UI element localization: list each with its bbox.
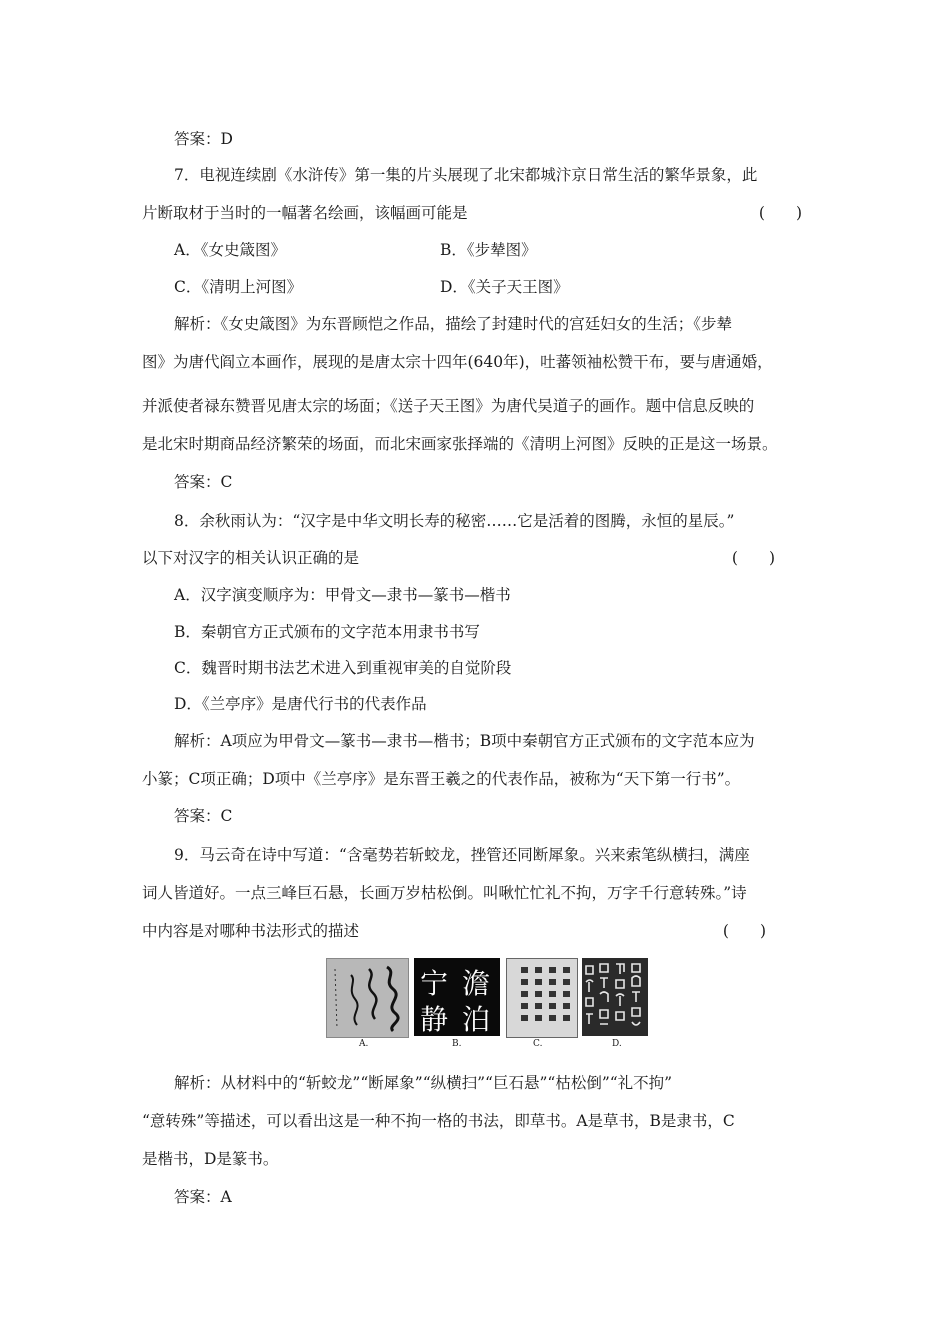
q7-explanation-line4: 是北宋时期商品经济繁荣的场面，而北宋画家张择端的《清明上河图》反映的正是这一场景。 (142, 435, 778, 453)
q8-option-b: B．秦朝官方正式颁布的文字范本用隶书书写 (174, 623, 480, 641)
q9-explanation-line3: 是楷书，D是篆书。 (142, 1150, 279, 1168)
q9-explanation-line1: 解析：从材料中的“斩蛟龙”“断犀象”“纵横扫”“巨石悬”“枯松倒”“礼不拘” (174, 1074, 673, 1092)
figure-b-label: B. (452, 1039, 462, 1049)
q7-stem-text: 片断取材于当时的一幅著名绘画，该幅画可能是 (142, 204, 468, 222)
q8-stem-line2 (142, 548, 775, 568)
q8-answer-blank: ( ) (731, 549, 775, 567)
q8-stem-text: 以下对汉字的相关认识正确的是 (142, 549, 360, 567)
q9-stem-line3 (142, 921, 766, 941)
q9-answer: 答案：A (174, 1188, 232, 1206)
q7-explanation-line1: 解析：《女史箴图》为东晋顾恺之作品，描绘了封建时代的宫廷妇女的生活；《步辇 (174, 315, 733, 333)
figure-b-clerical-script (414, 958, 500, 1036)
figure-b-char-3: 宁 (420, 967, 449, 1000)
q7-answer-blank: ( ) (758, 204, 802, 222)
q7-explanation-line2: 图》为唐代阎立本画作，展现的是唐太宗十四年(640年)，吐蕃领袖松赞干布，要与唐通婚， (142, 353, 773, 371)
q8-answer: 答案：C (174, 807, 233, 825)
figure-d-seal-script (582, 958, 648, 1036)
q8-option-d: D．《兰亭序》是唐代行书的代表作品 (174, 695, 427, 713)
figure-b-char-1: 澹 (462, 967, 491, 1000)
q7-stem-line2 (142, 203, 802, 223)
q8-stem-line1: 8．余秋雨认为：“汉字是中华文明长寿的秘密……它是活着的图腾，永恒的星辰。” (174, 512, 735, 530)
q7-stem-line1: 7．电视连续剧《水浒传》第一集的片头展现了北宋都城汴京日常生活的繁华景象，此 (174, 166, 758, 184)
q9-explanation-line2: “意转殊”等描述，可以看出这是一种不拘一格的书法，即草书。A是草书，B是隶书，C (142, 1112, 735, 1130)
q8-option-a: A．汉字演变顺序为：甲骨文—隶书—篆书—楷书 (174, 586, 511, 604)
q7-answer: 答案：C (174, 473, 233, 491)
figure-a-cursive-script (326, 958, 409, 1038)
q8-explanation-line2: 小篆；C项正确；D项中《兰亭序》是东晋王羲之的代表作品，被称为“天下第一行书”。 (142, 770, 741, 788)
calligraphy-figures (326, 958, 648, 1050)
q7-option-d: D．《关子天王图》 (440, 278, 569, 296)
q7-explanation-line3: 并派使者禄东赞晋见唐太宗的场面；《送子天王图》为唐代吴道子的画作。题中信息反映的 (142, 397, 755, 415)
figure-b-char-4: 静 (420, 1003, 449, 1036)
q8-explanation-line1: 解析：A项应为甲骨文—篆书—隶书—楷书；B项中秦朝官方正式颁布的文字范本应为 (174, 732, 755, 750)
figure-c-regular-script (506, 958, 578, 1038)
q7-option-a: A．《女史箴图》 (174, 241, 286, 259)
figure-d-label: D. (612, 1039, 622, 1049)
answer-6: 答案：D (174, 130, 233, 148)
q9-stem-line1: 9．马云奇在诗中写道：“含毫势若斩蛟龙，挫管还同断犀象。兴来索笔纵横扫，满座 (174, 846, 750, 864)
q9-answer-blank: ( ) (722, 922, 766, 940)
q9-stem-text: 中内容是对哪种书法形式的描述 (142, 922, 360, 940)
q8-option-c: C．魏晋时期书法艺术进入到重视审美的自觉阶段 (174, 659, 512, 677)
q7-option-c: C．《清明上河图》 (174, 278, 303, 296)
q7-option-b: B．《步辇图》 (440, 241, 537, 259)
figure-a-label: A. (359, 1039, 369, 1049)
figure-b-char-2: 泊 (462, 1003, 491, 1036)
figure-c-label: C. (533, 1039, 543, 1049)
q9-stem-line2: 词人皆道好。一点三峰巨石悬，长画万岁枯松倒。叫啾忙忙礼不拘，万字千行意转殊。”诗 (142, 884, 747, 902)
